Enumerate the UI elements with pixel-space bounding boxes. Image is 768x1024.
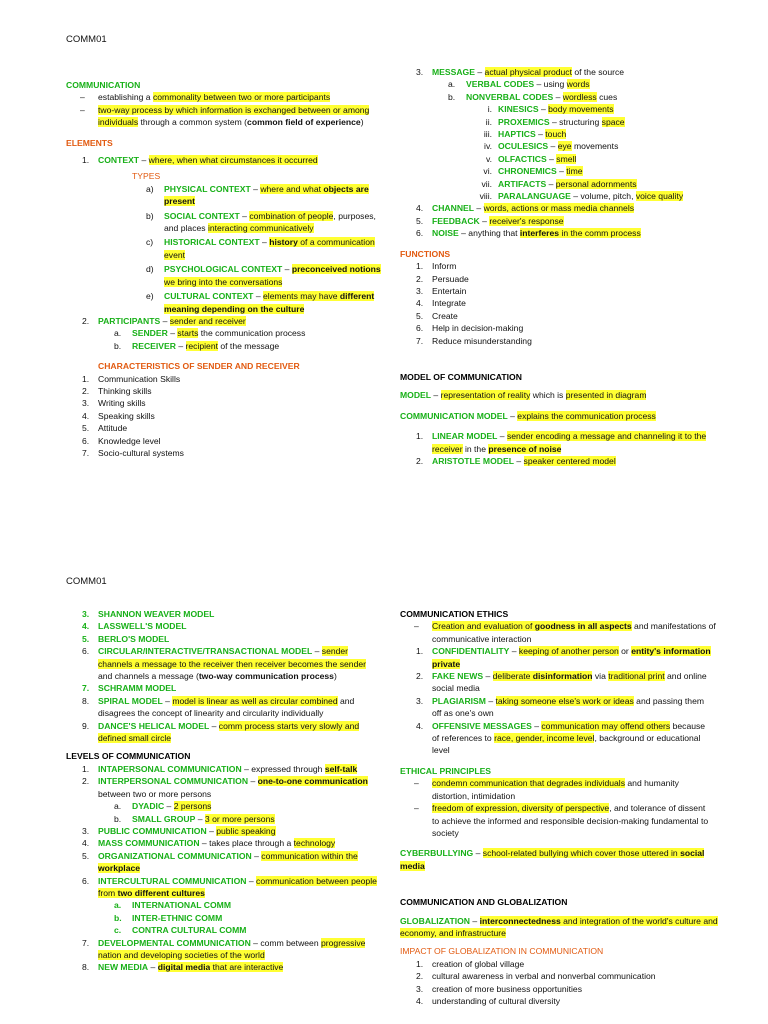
principles-heading: ETHICAL PRINCIPLES [400,765,492,776]
left-column-2: 3. SHANNON WEAVER MODEL 4. LASSWELL'S MODEL 5. BERLO'S MODEL 6. CIRCULAR/INTERACTIVE/TRANSACTIONAL MODEL – sender channels a message to the receiver then receiver becomes the sender and channels a message (two-way communication process) 7. SCHRAMM MODEL 8. SPIRAL MODEL – model is linear as well as circular combined and disagrees the concept of linearity and circularity individually 9. DANCE'S HELICAL MODEL – comm process starts very slowly and defined small circle LEVELS OF COMMUNICATION 1. INTAPERSONAL COMMUNICATION – expressed through self-talk 2. INTERPERSONAL COMMUNICATION – one-to-one communication between two or more persons a. DYADIC – 2 persons b. SMALL GROUP – 3 or more persons 3. PUBLIC COMMUNICATION – public speaking 4. MASS COMMUNICATION – takes place through a technology 5. ORGANIZATIONAL COMMUNICATION – communication within the workplace 6. INTERCULTURAL COMMUNICATION – communication between people from two different cultures a. INTERNATIONAL COMM b. INTER-ETHNIC COMM c. CONTRA CULTURAL COMM 7. DEVELOPMENTAL COMMUNICATION – comm between progressive nation and developing societies of the world 8. NEW MEDIA – digital media that are interactive [66,609,377,973]
principle-1: – condemn communication that degrades individuals and humanity [414,778,679,789]
plagiarism: 3. PLAGIARISM – taking someone else's work or ideas and passing them [416,695,705,706]
page-2 [0,512,768,1024]
feedback-item: 5. FEEDBACK – receiver's response [416,215,564,226]
ethics-definition: – Creation and evaluation of goodness in all aspects and manifestations of [414,621,716,632]
organizational-comm: 5. ORGANIZATIONAL COMMUNICATION – communication within the [82,850,358,861]
communication-model-definition: COMMUNICATION MODEL – explains the communication process [400,410,656,421]
public-comm: 3. PUBLIC COMMUNICATION – public speaking [82,825,276,836]
type-psychological: d) PSYCHOLOGICAL CONTEXT – preconceived notions [146,264,381,275]
confidentiality: 1. CONFIDENTIALITY – keeping of another person or entity's information [416,646,711,657]
offensive-messages: 4. OFFENSIVE MESSAGES – communication may offend others because [416,720,706,731]
characteristics-heading: CHARACTERISTICS OF SENDER AND RECEIVER [98,361,300,372]
type-physical: a) PHYSICAL CONTEXT – where and what objects are [146,183,369,194]
message-item: 3. MESSAGE – actual physical product of the source [416,67,625,77]
functions-list: 1. Inform 2. Persuade 3. Entertain 4. Integrate 5. Create 6. Help in decision-making 7. Reduce misunderstanding [416,261,532,346]
verbal-codes: a. VERBAL CODES – using words [448,79,590,90]
ethics-heading: COMMUNICATION ETHICS [400,609,509,619]
intrapersonal: 1. INTAPERSONAL COMMUNICATION – expressed through self-talk [82,763,358,774]
dyadic: a. DYADIC – 2 persons [114,801,212,812]
type-social: b) SOCIAL CONTEXT – combination of people, purposes, [146,210,376,221]
helical-model: 9. DANCE'S HELICAL MODEL – comm process starts very slowly and [82,720,360,731]
interpersonal: 2. INTERPERSONAL COMMUNICATION – one-to-one communication [82,776,368,787]
aristotle-model: 2. ARISTOTLE MODEL – speaker centered model [416,455,616,466]
channel-item: 4. CHANNEL – words, actions or mass media channels [416,203,635,214]
definition-1: – establishing a commonality between two or more participants [80,92,331,103]
context-types: a) PHYSICAL CONTEXT – where and what objects are present b) SOCIAL CONTEXT – combination of people, purposes, and places interacting communicatively c) HISTORICAL CONTEXT – history of a communication event d) PSYCHOLOGICAL CONTEXT – preconceived notions we bring into the conversations e) CULTURAL CONTEXT – elements may have different meaning depending on the culture [66,183,366,315]
type-historical: c) HISTORICAL CONTEXT – history of a communication [146,237,375,248]
page-header-2: COMM01 [66,576,107,587]
levels-heading: LEVELS OF COMMUNICATION [66,751,191,762]
sender-item: a. SENDER – starts the communication process [114,328,306,339]
characteristics-list: 1. Communication Skills 2. Thinking skills 3. Writing skills 4. Speaking skills 5. Attitude 6. Knowledge level 7. Socio-cultural systems [82,373,184,458]
linear-model: 1. LINEAR MODEL – sender encoding a message and channeling it to the [416,431,707,442]
circular-model: 6. CIRCULAR/INTERACTIVE/TRANSACTIONAL MODEL – sender [82,646,349,657]
mass-comm: 4. MASS COMMUNICATION – takes place through a technology [82,838,336,849]
globalization-heading: COMMUNICATION AND GLOBALIZATION [400,897,568,908]
model-heading: MODEL OF COMMUNICATION [400,371,522,382]
impact-heading: IMPACT OF GLOBALIZATION IN COMMUNICATION [400,946,604,957]
fake-news: 2. FAKE NEWS – deliberate disinformation via traditional print and online [416,671,707,682]
definition-2-cont: individuals through a common system (common field of experience) [98,117,364,128]
elements-heading: ELEMENTS [66,137,113,148]
spiral-model: 8. SPIRAL MODEL – model is linear as well as circular combined and [82,695,355,706]
definition-2: – two-way process by which information is exchanged between or among [80,104,370,115]
type-cultural: e) CULTURAL CONTEXT – elements may have different [146,291,375,302]
cyberbullying: CYBERBULLYING – school-related bullying which cover those uttered in social [400,848,705,859]
impact-list: 1. creation of global village 2. cultural awareness in verbal and nonverbal communication 3. creation of more business opportunities 4. understanding of cultural diversity [416,958,656,1006]
participants-item: 2. PARTICIPANTS – sender and receiver [82,315,246,326]
types-heading: TYPES [132,171,161,182]
nonverbal-list: i. KINESICS – body movements ii. PROXEMICS – structuring space iii. HAPTICS – touch iv. OCULESICS – eye movements v. OLFACTICS – smell vi. CHRONEMICS – time vii. ARTIFACTS – personal adornments viii. PARALANGUAGE – volume, pitch, voice quality [479,104,684,202]
page-header: COMM01 [66,34,107,45]
context-item: 1. CONTEXT – where, when what circumstances it occurred [82,155,318,166]
intercultural-comm: 6. INTERCULTURAL COMMUNICATION – communication between people [82,875,377,886]
developmental-comm: 7. DEVELOPMENTAL COMMUNICATION – comm between progressive [82,937,366,948]
noise-item: 6. NOISE – anything that interferes in the comm process [416,228,641,239]
globalization-definition: GLOBALIZATION – interconnectedness and integration of the world's culture and [400,915,718,926]
small-group: b. SMALL GROUP – 3 or more persons [114,813,275,824]
new-media: 8. NEW MEDIA – digital media that are interactive [82,962,284,973]
receiver-item: b. RECEIVER – recipient of the message [114,340,280,351]
model-definition: MODEL – representation of reality which is presented in diagram [400,390,647,401]
nonverbal-codes: b. NONVERBAL CODES – wordless cues [448,91,618,102]
right-column: 3. MESSAGE – actual physical product of the source a. VERBAL CODES – using words b. NONVERBAL CODES – wordless cues i. KINESICS – body movements ii. PROXEMICS – structuring space iii. HAPTICS – touch iv. OCULESICS – eye movements v. OLFACTICS – smell vi. CHRONEMICS – time vii. ARTIFACTS – personal adornments viii. PARALANGUAGE – volume, pitch, voice quality 4. CHANNEL – words, actions or mass media channels 5. FEEDBACK – receiver's response 6. NOISE – anything that interferes in the comm process FUNCTIONS 1. Inform 2. Persuade 3. Entertain 4. Integrate 5. Create 6. Help in decision-making 7. Reduce misunderstanding MODEL OF COMMUNICATION MODEL – representation of reality which is presented in diagram COMMUNICATION MODEL – explains the communication process 1. LINEAR MODEL – sender encoding a message and channeling it to the receiver in the presence of noise 2. ARISTOTLE MODEL – speaker centered model [400,67,707,466]
functions-heading: FUNCTIONS [400,248,451,259]
principle-2: – freedom of expression, diversity of perspective, and tolerance of dissent [414,803,706,814]
right-column-2: COMMUNICATION ETHICS – Creation and evaluation of goodness in all aspects and manifestations of communicative interaction 1. CONFIDENTIALITY – keeping of another person or entity's information private 2. FAKE NEWS – deliberate disinformation via traditional print and online social media 3. PLAGIARISM – taking someone else's work or ideas and passing them off as one's own 4. OFFENSIVE MESSAGES – communication may offend others because of references to race, gender, income level, background or educational level ETHICAL PRINCIPLES – condemn communication that degrades individuals and humanity distortion, intimidation – freedom of expression, diversity of perspective, and tolerance of dissent to achieve the informed and responsible decision-making fundamental to society CYBERBULLYING – school-related bullying which cover those uttered in social media COMMUNICATION AND GLOBALIZATION GLOBALIZATION – interconnectedness and integration of the world's culture and economy, and infrastructure IMPACT OF GLOBALIZATION IN COMMUNICATION 1. creation of global village 2. cultural awareness in verbal and nonverbal communication 3. creation of more business opportunities 4. understanding of cultural diversity [400,609,718,1006]
communication-heading: COMMUNICATION [66,80,141,90]
left-column [66,79,381,459]
